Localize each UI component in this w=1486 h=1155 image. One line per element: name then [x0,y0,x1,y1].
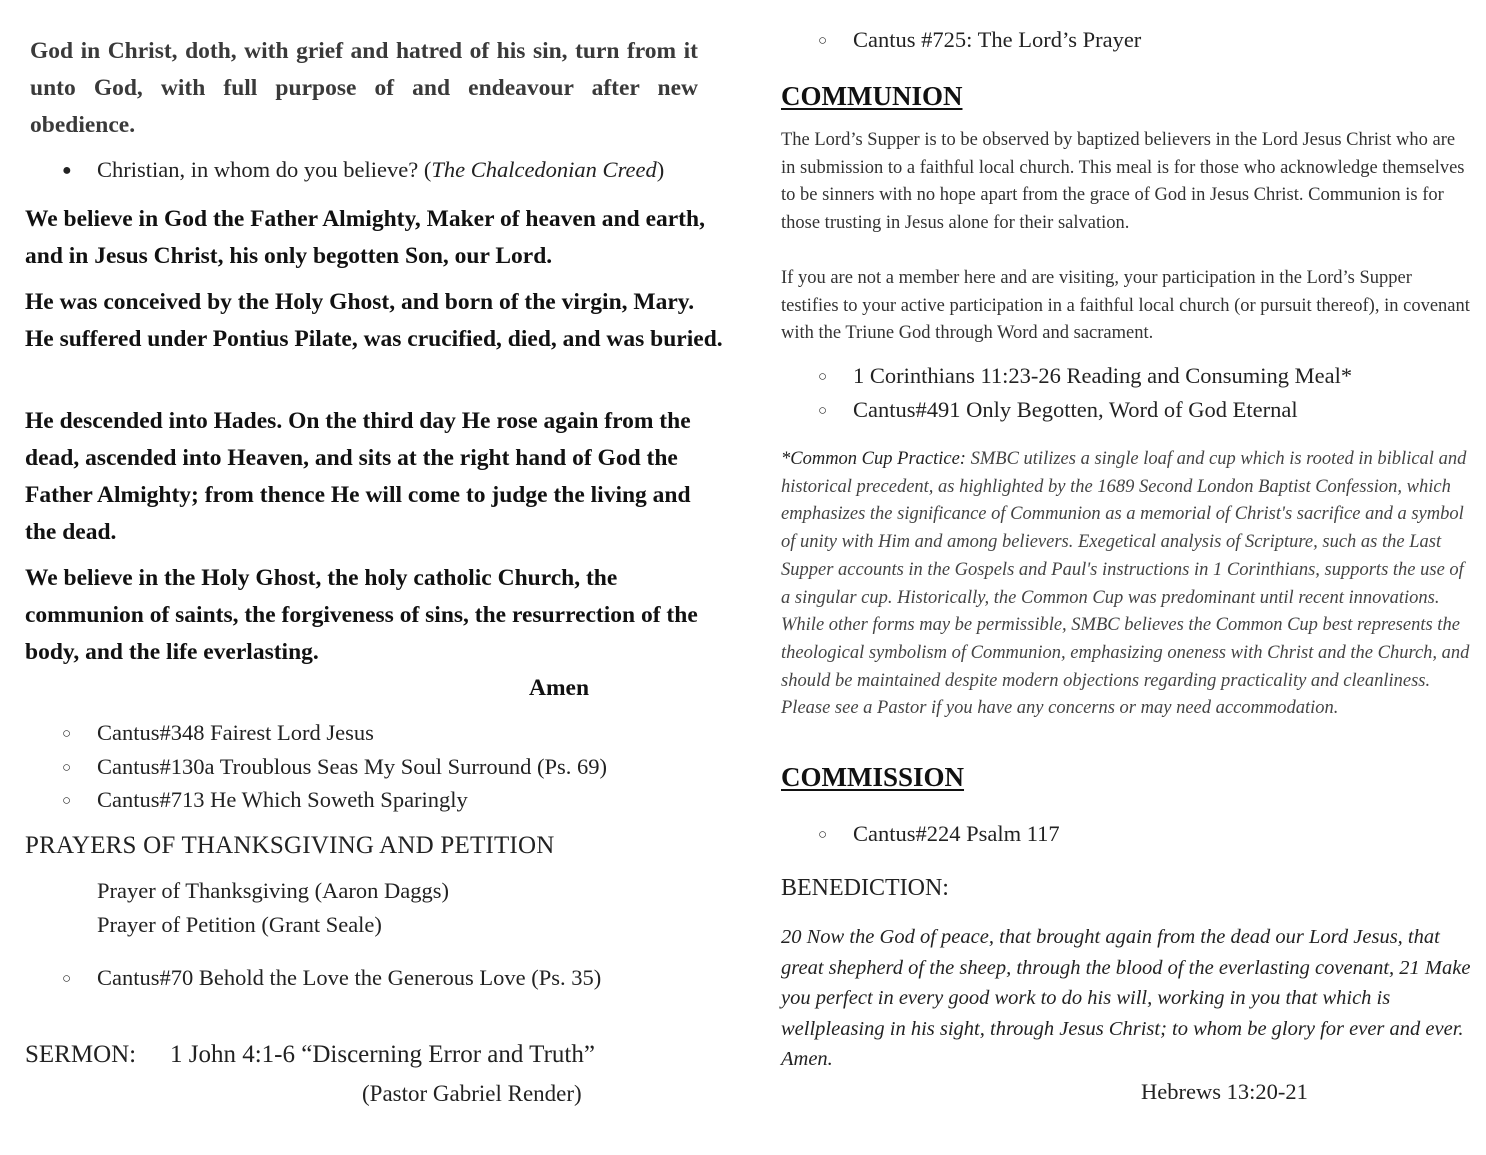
creed-paragraph: We believe in the Holy Ghost, the holy catholic Church, the communion of saints, the forgiveness of sins, the resurrection of the body, and the life everlasting. [25,565,698,665]
catechism-answer: God in Christ, doth, with grief and hatred of his sin, turn from it unto God, with full purpose of and endeavour after new obedience. [30,38,698,138]
communion-item: Cantus#491 Only Begotten, Word of God Eternal [853,396,1298,422]
hymn-title: Cantus#348 Fairest Lord Jesus [97,720,374,745]
creed-paragraph: He was conceived by the Holy Ghost, and born of the virgin, Mary. He suffered under Pontius Pilate, was crucified, died, and was buried. [25,289,723,352]
list-item [62,783,722,817]
circle-bullet-icon: ○ [62,726,72,742]
hymn-title: Cantus#70 Behold the Love the Generous Love (Ps. 35) [97,965,602,990]
benediction-heading: BENEDICTION: [781,875,949,901]
list-item [818,817,1478,851]
hymn-list [818,23,1478,57]
creed-title: The Chalcedonian Creed [431,157,657,182]
prayers-heading: PRAYERS OF THANKSGIVING AND PETITION [25,832,555,859]
hymn-title: Cantus#713 He Which Soweth Sparingly [97,787,468,812]
hymn-title: Cantus #725: The Lord’s Prayer [853,27,1142,52]
circle-bullet-icon: ○ [62,759,72,776]
communion-paragraph: The Lord’s Supper is to be observed by baptized believers in the Lord Jesus Christ who are in submission to a faithful local church. This meal is for those who acknowledge themselves to be sinners with no hope apart from the grace of God in Jesus Christ. Communion is for those trusting in Jesus alone for their salvation. [781,130,1465,233]
creed-question-prefix: Christian, in whom do you believe? ( [97,157,432,182]
list-item [818,23,1478,57]
benediction-reference: Hebrews 13:20-21 [1141,1079,1308,1104]
common-cup-note [781,446,1471,723]
list-item [818,393,1478,427]
sermon-title: 1 John 4:1-6 “Discerning Error and Truth” [170,1041,595,1068]
circle-bullet-icon: ○ [818,402,828,419]
note-body: SMBC utilizes a single loaf and cup which is rooted in biblical and historical precedent, as highlighted by the 1689 Second London Baptist Confession, which emphasizes the significance of Communion as a memorial of Christ's sacrifice and a symbol of unity with Him and among believers. Exegetical analysis of Scripture, such as the Last Supper accounts in the Gospels and Paul's instructions in 1 Corinthians, supports the use of a singular cup. Historically, the Common Cup was predominant until recent innovations. While other forms may be permissible, SMBC believes the Common Cup best represents the theological symbolism of Communion, emphasizing oneness with Christ and the Church, and should be maintained despite modern objections regarding practicality and cleanliness. Please see a Pastor if you have any concerns or may need accommodation. [781,449,1470,719]
circle-bullet-icon: ○ [818,369,828,385]
list-item [818,359,1478,393]
hymn-list [818,817,1478,851]
sermon-label: SERMON: [25,1041,137,1068]
creed-paragraph: He descended into Hades. On the third day He rose again from the dead, ascended into Heaven, and sits at the right hand of God the Father Almighty; from thence He will come to judge the living and the dead. [25,408,691,545]
communion-list [818,359,1478,426]
communion-item: 1 Corinthians 11:23-26 Reading and Consuming Meal* [853,363,1353,388]
hymn-list [62,961,722,995]
note-lead: *Common Cup Practice: [781,449,966,469]
hymn-title: Cantus#224 Psalm 117 [853,821,1060,846]
communion-heading: COMMUNION [781,81,963,111]
prayer-thanksgiving: Prayer of Thanksgiving (Aaron Daggs) [97,878,450,903]
circle-bullet-icon: ○ [62,971,72,987]
circle-bullet-icon: ○ [818,827,828,843]
hymn-title: Cantus#130a Troublous Seas My Soul Surround (Ps. 69) [97,753,608,779]
sermon-line [25,1038,595,1072]
list-item [62,716,722,750]
hymn-list [62,716,722,817]
creed-question [62,155,712,186]
benediction-text: 20 Now the God of peace, that brought again from the dead our Lord Jesus, that great shepherd of the sheep, through the blood of the everlasting covenant, 21 Make you perfect in every good work to do his will, working in you that which is wellpleasing in his sight, through Jesus Christ; to whom be glory for ever and ever. Amen. [781,926,1471,1070]
list-item [62,961,722,995]
visitor-paragraph: If you are not a member here and are visiting, your participation in the Lord’s Supper testifies to your active participation in a faithful local church (or pursuit thereof), in covenant with the Triune God through Word and sacrament. [781,268,1470,343]
creed-amen: Amen [529,675,590,701]
circle-bullet-icon: ○ [818,33,828,49]
bullet-dot-icon: ● [62,162,72,179]
creed-question-suffix: ) [656,157,665,182]
commission-heading: COMMISSION [781,762,965,792]
creed-paragraph: We believe in God the Father Almighty, Maker of heaven and earth, and in Jesus Christ, his only begotten Son, our Lord. [25,206,705,269]
prayer-petition: Prayer of Petition (Grant Seale) [97,912,382,937]
circle-bullet-icon: ○ [62,793,72,809]
sermon-preacher: (Pastor Gabriel Render) [362,1081,582,1106]
list-item [62,750,722,784]
